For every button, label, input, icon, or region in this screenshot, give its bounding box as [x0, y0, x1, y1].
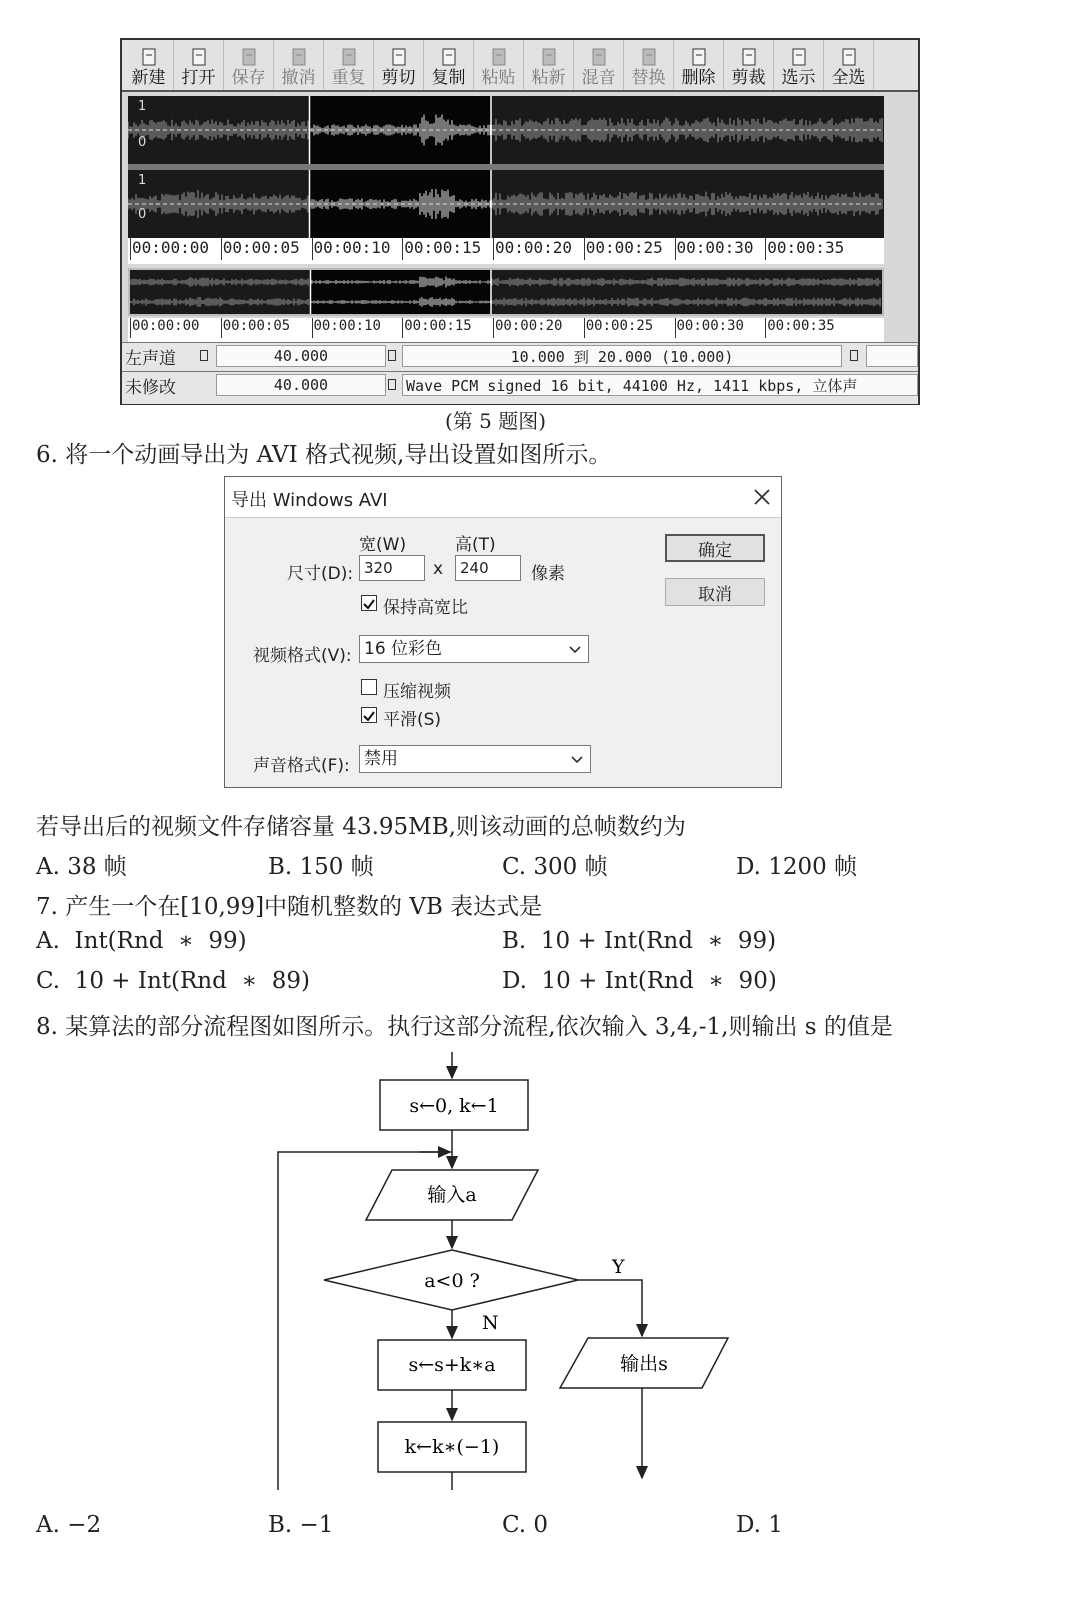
height-input[interactable]: 240 [455, 555, 521, 581]
paste-icon [490, 48, 508, 66]
height-label: 高(T) [455, 535, 496, 555]
overview-ruler-tick-label: 00:00:30 [675, 318, 744, 338]
audio-editor-window [120, 38, 920, 405]
wave-channel-0 [130, 277, 880, 288]
replace-icon [640, 48, 658, 66]
main-ruler-tick-label: 00:00:00 [130, 238, 209, 260]
main-ruler-tick-label: 00:00:10 [312, 238, 391, 260]
toolbar-button-label: 粘新 [531, 68, 566, 88]
main-ruler-tick-label: 00:00:30 [675, 238, 754, 260]
overview-time-ruler [128, 318, 884, 342]
q7-option-d: D. 10 + Int(Rnd ∗ 90) [502, 968, 777, 994]
main-ruler-tick-label: 00:00:20 [493, 238, 572, 260]
close-icon[interactable] [753, 488, 771, 506]
select-all-icon [840, 48, 858, 66]
video-format-select[interactable] [359, 635, 589, 663]
trim-icon [740, 48, 758, 66]
cursor-position-field: 40.000 [216, 345, 386, 367]
keep-ratio-checkbox[interactable] [361, 595, 377, 611]
toolbar-button-label: 复制 [431, 68, 466, 88]
question-6: 6. 将一个动画导出为 AVI 格式视频,导出设置如图所示。 [36, 442, 612, 468]
channel-status: 左声道 [122, 345, 212, 367]
check-mark-icon [362, 709, 376, 723]
toolbar-button-label: 打开 [181, 68, 216, 88]
question-6-stem: 若导出后的视频文件存储容量 43.95MB,则该动画的总帧数约为 [36, 814, 686, 840]
flow-output-text: 输出s [620, 1353, 668, 1375]
toolbar-button-label: 粘贴 [481, 68, 516, 88]
flow-yes-label: Y [612, 1256, 625, 1278]
cursor-position-icon[interactable] [388, 350, 396, 361]
overview-ruler-tick-label: 00:00:00 [130, 318, 199, 338]
audio-toolbar [122, 40, 918, 92]
main-ruler-tick-label: 00:00:35 [765, 238, 844, 260]
toolbar-button-14[interactable] [824, 40, 874, 90]
channel-divider [128, 164, 884, 170]
flow-arrow-yes [578, 1280, 642, 1336]
q6-option-c: C. 300 帧 [502, 854, 608, 880]
wave-scroll-gutter [884, 96, 918, 238]
q8-option-b: B. −1 [268, 1512, 334, 1538]
main-ruler-tick-label: 00:00:25 [584, 238, 663, 260]
q8-option-d: D. 1 [736, 1512, 783, 1538]
q7-option-c: C. 10 + Int(Rnd ∗ 89) [36, 968, 310, 994]
toolbar-button-8[interactable] [524, 40, 574, 90]
undo-icon [290, 48, 308, 66]
overview-ruler-tick-label: 00:00:25 [584, 318, 653, 338]
toolbar-button-1[interactable] [174, 40, 224, 90]
q7-option-a: A. Int(Rnd ∗ 99) [36, 928, 247, 954]
toolbar-button-4[interactable] [324, 40, 374, 90]
toolbar-button-13[interactable] [774, 40, 824, 90]
compress-video-label: 压缩视频 [383, 682, 451, 702]
unit-label: 像素 [531, 564, 565, 584]
toolbar-button-label: 剪切 [381, 68, 416, 88]
save-icon [240, 48, 258, 66]
paste-new-icon [540, 48, 558, 66]
dialog-title: 导出 Windows AVI [231, 490, 388, 511]
audio-format-value: 禁用 [364, 749, 398, 769]
mix-icon [590, 48, 608, 66]
toolbar-button-5[interactable] [374, 40, 424, 90]
q6-option-d: D. 1200 帧 [736, 854, 858, 880]
amplitude-label: 1 [138, 173, 147, 188]
selection-range-icon[interactable] [850, 350, 858, 361]
chevron-down-icon [570, 755, 584, 765]
question-8: 8. 某算法的部分流程图如图所示。执行这部分流程,依次输入 3,4,-1,则输出 s 的值是 [36, 1014, 893, 1040]
q6-option-b: B. 150 帧 [268, 854, 374, 880]
width-label: 宽(W) [359, 535, 407, 555]
width-input[interactable]: 320 [359, 555, 425, 581]
flow-update-s-text: s←s+k∗a [408, 1354, 496, 1376]
toolbar-button-label: 重复 [331, 68, 366, 88]
question-7: 7. 产生一个在[10,99]中随机整数的 VB 表达式是 [36, 894, 543, 920]
selection-range-field: 10.000 到 20.000 (10.000) [402, 345, 842, 367]
toolbar-button-3[interactable] [274, 40, 324, 90]
overview-ruler-tick-label: 00:00:20 [493, 318, 562, 338]
flow-decision-text: a<0 ? [424, 1270, 480, 1292]
export-avi-dialog [224, 476, 782, 788]
length-field: 40.000 [216, 374, 386, 396]
toolbar-button-label: 剪裁 [731, 68, 766, 88]
redo-icon [340, 48, 358, 66]
q8-option-a: A. −2 [36, 1512, 102, 1538]
dialog-title-bar [225, 477, 781, 518]
flow-update-k-text: k←k∗(−1) [404, 1436, 500, 1458]
flow-init-text: s←0, k←1 [409, 1095, 499, 1117]
cancel-button[interactable]: 取消 [665, 578, 765, 606]
q7-option-b: B. 10 + Int(Rnd ∗ 99) [502, 928, 777, 954]
chevron-down-icon [568, 645, 582, 655]
flowchart-svg [0, 1040, 1080, 1490]
toolbar-button-label: 新建 [131, 68, 166, 88]
toolbar-button-label: 保存 [231, 68, 266, 88]
overview-panel[interactable] [128, 268, 884, 316]
length-icon[interactable] [388, 379, 396, 390]
audio-format-field: Wave PCM signed 16 bit, 44100 Hz, 1411 kbps, 立体声 [402, 374, 918, 396]
time-ruler [128, 238, 884, 264]
audio-format-label: 声音格式(F): [253, 756, 350, 776]
amplitude-label: 0 [138, 207, 147, 222]
video-format-value: 16 位彩色 [364, 639, 443, 659]
toolbar-button-label: 全选 [831, 68, 866, 88]
audio-format-select[interactable] [359, 745, 591, 773]
figure-caption: (第 5 题图) [445, 409, 547, 433]
toolbar-button-label: 删除 [681, 68, 716, 88]
toolbar-button-9[interactable] [574, 40, 624, 90]
toolbar-button-0[interactable] [124, 40, 174, 90]
toolbar-button-10[interactable] [624, 40, 674, 90]
amplitude-label: 1 [138, 99, 147, 114]
overview-ruler-tick-label: 00:00:15 [402, 318, 471, 338]
main-ruler-tick-label: 00:00:05 [221, 238, 300, 260]
smooth-label: 平滑(S) [383, 710, 442, 730]
toolbar-button-label: 选示 [781, 68, 816, 88]
check-mark-icon [362, 597, 376, 611]
new-file-icon [140, 48, 158, 66]
q6-option-a: A. 38 帧 [36, 854, 127, 880]
status-empty-cell [866, 345, 918, 367]
channel-status-icon[interactable] [200, 350, 208, 361]
toolbar-button-2[interactable] [224, 40, 274, 90]
toolbar-button-label: 混音 [581, 68, 616, 88]
amplitude-label: 0 [138, 135, 147, 150]
copy-icon [440, 48, 458, 66]
overview-ruler-tick-label: 00:00:05 [221, 318, 290, 338]
modified-status: 未修改 [122, 374, 212, 396]
toolbar-button-label: 替换 [631, 68, 666, 88]
q8-option-c: C. 0 [502, 1512, 549, 1538]
main-ruler-tick-label: 00:00:15 [402, 238, 481, 260]
overview-ruler-tick-label: 00:00:35 [765, 318, 834, 338]
open-folder-icon [190, 48, 208, 66]
flow-no-label: N [482, 1312, 499, 1334]
keep-ratio-label: 保持高宽比 [383, 598, 468, 618]
scissors-icon [390, 48, 408, 66]
selection-region[interactable] [311, 270, 492, 314]
flow-input-text: 输入a [427, 1184, 477, 1206]
times-symbol: x [433, 559, 444, 579]
status-row-1 [122, 342, 918, 371]
stereo-waveform[interactable] [128, 96, 884, 238]
smooth-checkbox[interactable] [361, 707, 377, 723]
ok-button[interactable]: 确定 [665, 534, 765, 562]
toolbar-button-label: 撤消 [281, 68, 316, 88]
toolbar-button-12[interactable] [724, 40, 774, 90]
wave-channel-1 [130, 297, 880, 307]
waveform-panel[interactable] [128, 96, 884, 238]
delete-icon [690, 48, 708, 66]
compress-video-checkbox[interactable] [361, 679, 377, 695]
flowchart [0, 1040, 1080, 1490]
view-selection-icon [790, 48, 808, 66]
overview-waveform[interactable] [130, 270, 882, 314]
size-label: 尺寸(D): [287, 564, 354, 584]
overview-ruler-tick-label: 00:00:10 [312, 318, 381, 338]
toolbar-button-6[interactable] [424, 40, 474, 90]
toolbar-button-7[interactable] [474, 40, 524, 90]
toolbar-button-11[interactable] [674, 40, 724, 90]
status-row-2 [122, 371, 918, 404]
video-format-label: 视频格式(V): [253, 646, 352, 666]
